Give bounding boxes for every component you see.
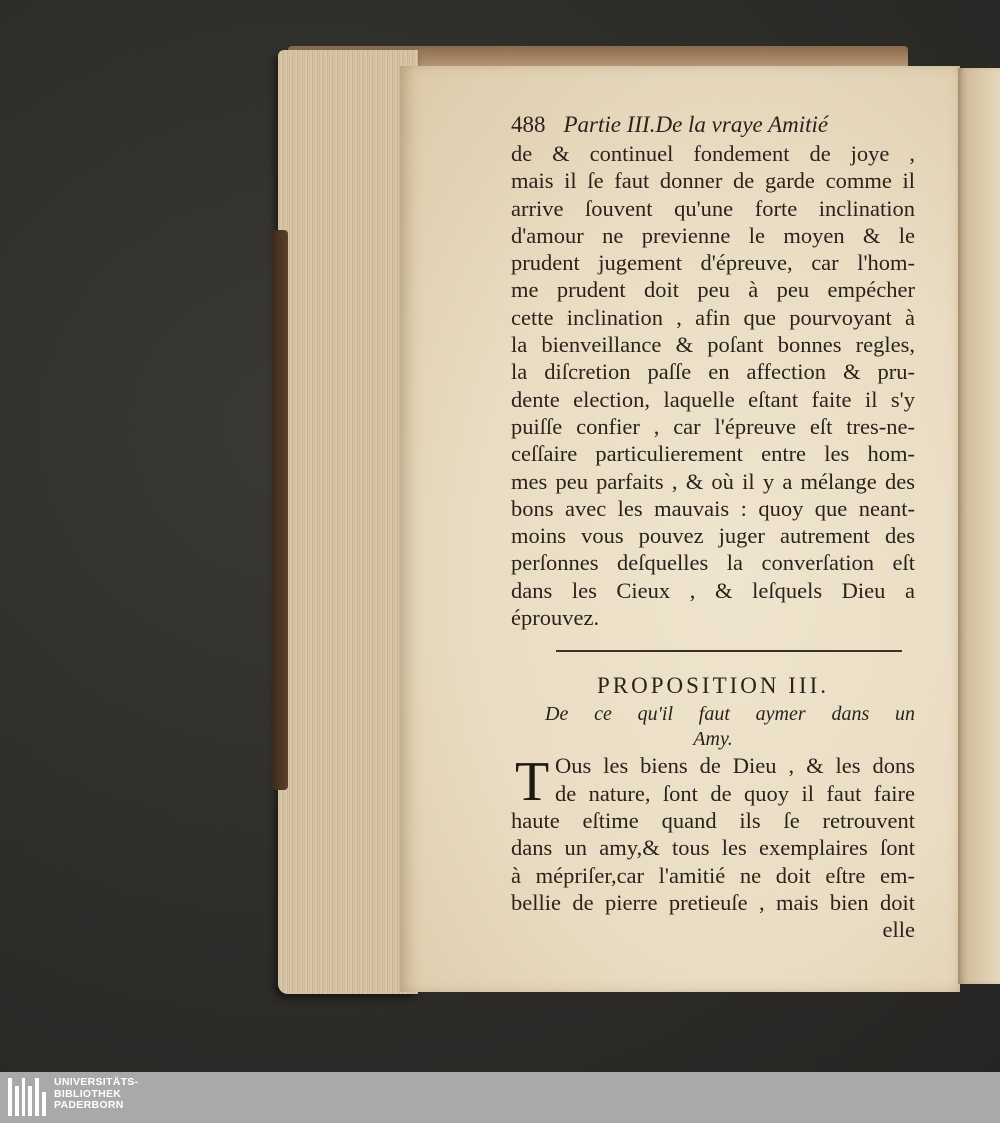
book-cover-edge <box>272 230 288 790</box>
facing-page-edge <box>958 68 1000 984</box>
text-line: dente election, laquelle eſtant faite il s'y <box>511 386 915 412</box>
text-line: ceſſaire particulierement entre les hom- <box>511 441 915 467</box>
running-head: Partie III.De la vraye Amitié <box>563 112 829 137</box>
page-text <box>511 110 915 943</box>
library-logo-icon <box>8 1078 46 1116</box>
text-line: mes peu parfaits , & où il y a mélange des <box>511 468 915 494</box>
proposition-subtitle-end: Amy. <box>693 728 733 751</box>
logo-line: PADERBORN <box>54 1099 124 1111</box>
page-stack <box>278 50 418 994</box>
text-line: cette inclination , afin que pourvoyant à <box>511 304 915 330</box>
logo-line: UNIVERSITÄTS- <box>54 1076 139 1088</box>
text-line: à mépriſer,car l'amitié ne doit eſtre em- <box>511 862 915 888</box>
text-line: puiſſe confier , car l'épreuve eſt tres-ne- <box>511 413 915 439</box>
body-paragraph <box>511 140 915 631</box>
text-line: la bienveillance & poſant bonnes regles, <box>511 332 915 358</box>
drop-cap: T <box>515 751 550 814</box>
text-line: perſonnes deſquelles la converſation eſt <box>511 550 915 576</box>
text-line: de nature, ſont de quoy il faut faire <box>555 780 915 806</box>
text-line: haute eſtime quand ils ſe retrouvent <box>511 807 915 833</box>
text-line: dans un amy,& tous les exemplaires ſont <box>511 835 915 861</box>
text-line: d'amour ne previenne le moyen & le <box>511 222 915 248</box>
text-line: bons avec les mauvais : quoy que neant- <box>511 495 915 521</box>
text-line: bellie de pierre pretieuſe , mais bien doit <box>511 889 915 915</box>
text-line: dans les Cieux , & leſquels Dieu a <box>511 577 915 603</box>
paragraph-two <box>511 752 915 943</box>
text-line: arrive ſouvent qu'une forte inclination <box>511 195 915 221</box>
section-divider <box>556 650 902 652</box>
text-line: mais il ſe faut donner de garde comme il <box>511 168 915 194</box>
text-line: prudent jugement d'épreuve, car l'hom- <box>511 250 915 276</box>
library-footer <box>0 1072 1000 1123</box>
library-logo-text <box>54 1077 138 1112</box>
text-line: de & continuel fondement de joye , <box>511 141 915 166</box>
text-line: Ous les biens de Dieu , & les dons <box>555 753 915 779</box>
catchword: elle <box>882 917 915 943</box>
logo-line: BIBLIOTHEK <box>54 1087 122 1100</box>
proposition-subtitle: De ce qu'il faut aymer dans un <box>545 703 915 726</box>
page-number: 488 <box>511 112 546 137</box>
proposition-title: PROPOSITION III. <box>597 673 829 699</box>
running-header <box>511 110 915 140</box>
text-line: me prudent doit peu à peu empécher <box>511 277 915 303</box>
text-line: la diſcretion paſſe en affection & pru- <box>511 359 915 385</box>
text-line: éprouvez. <box>511 605 600 631</box>
text-line: moins vous pouvez juger autrement des <box>511 523 915 549</box>
